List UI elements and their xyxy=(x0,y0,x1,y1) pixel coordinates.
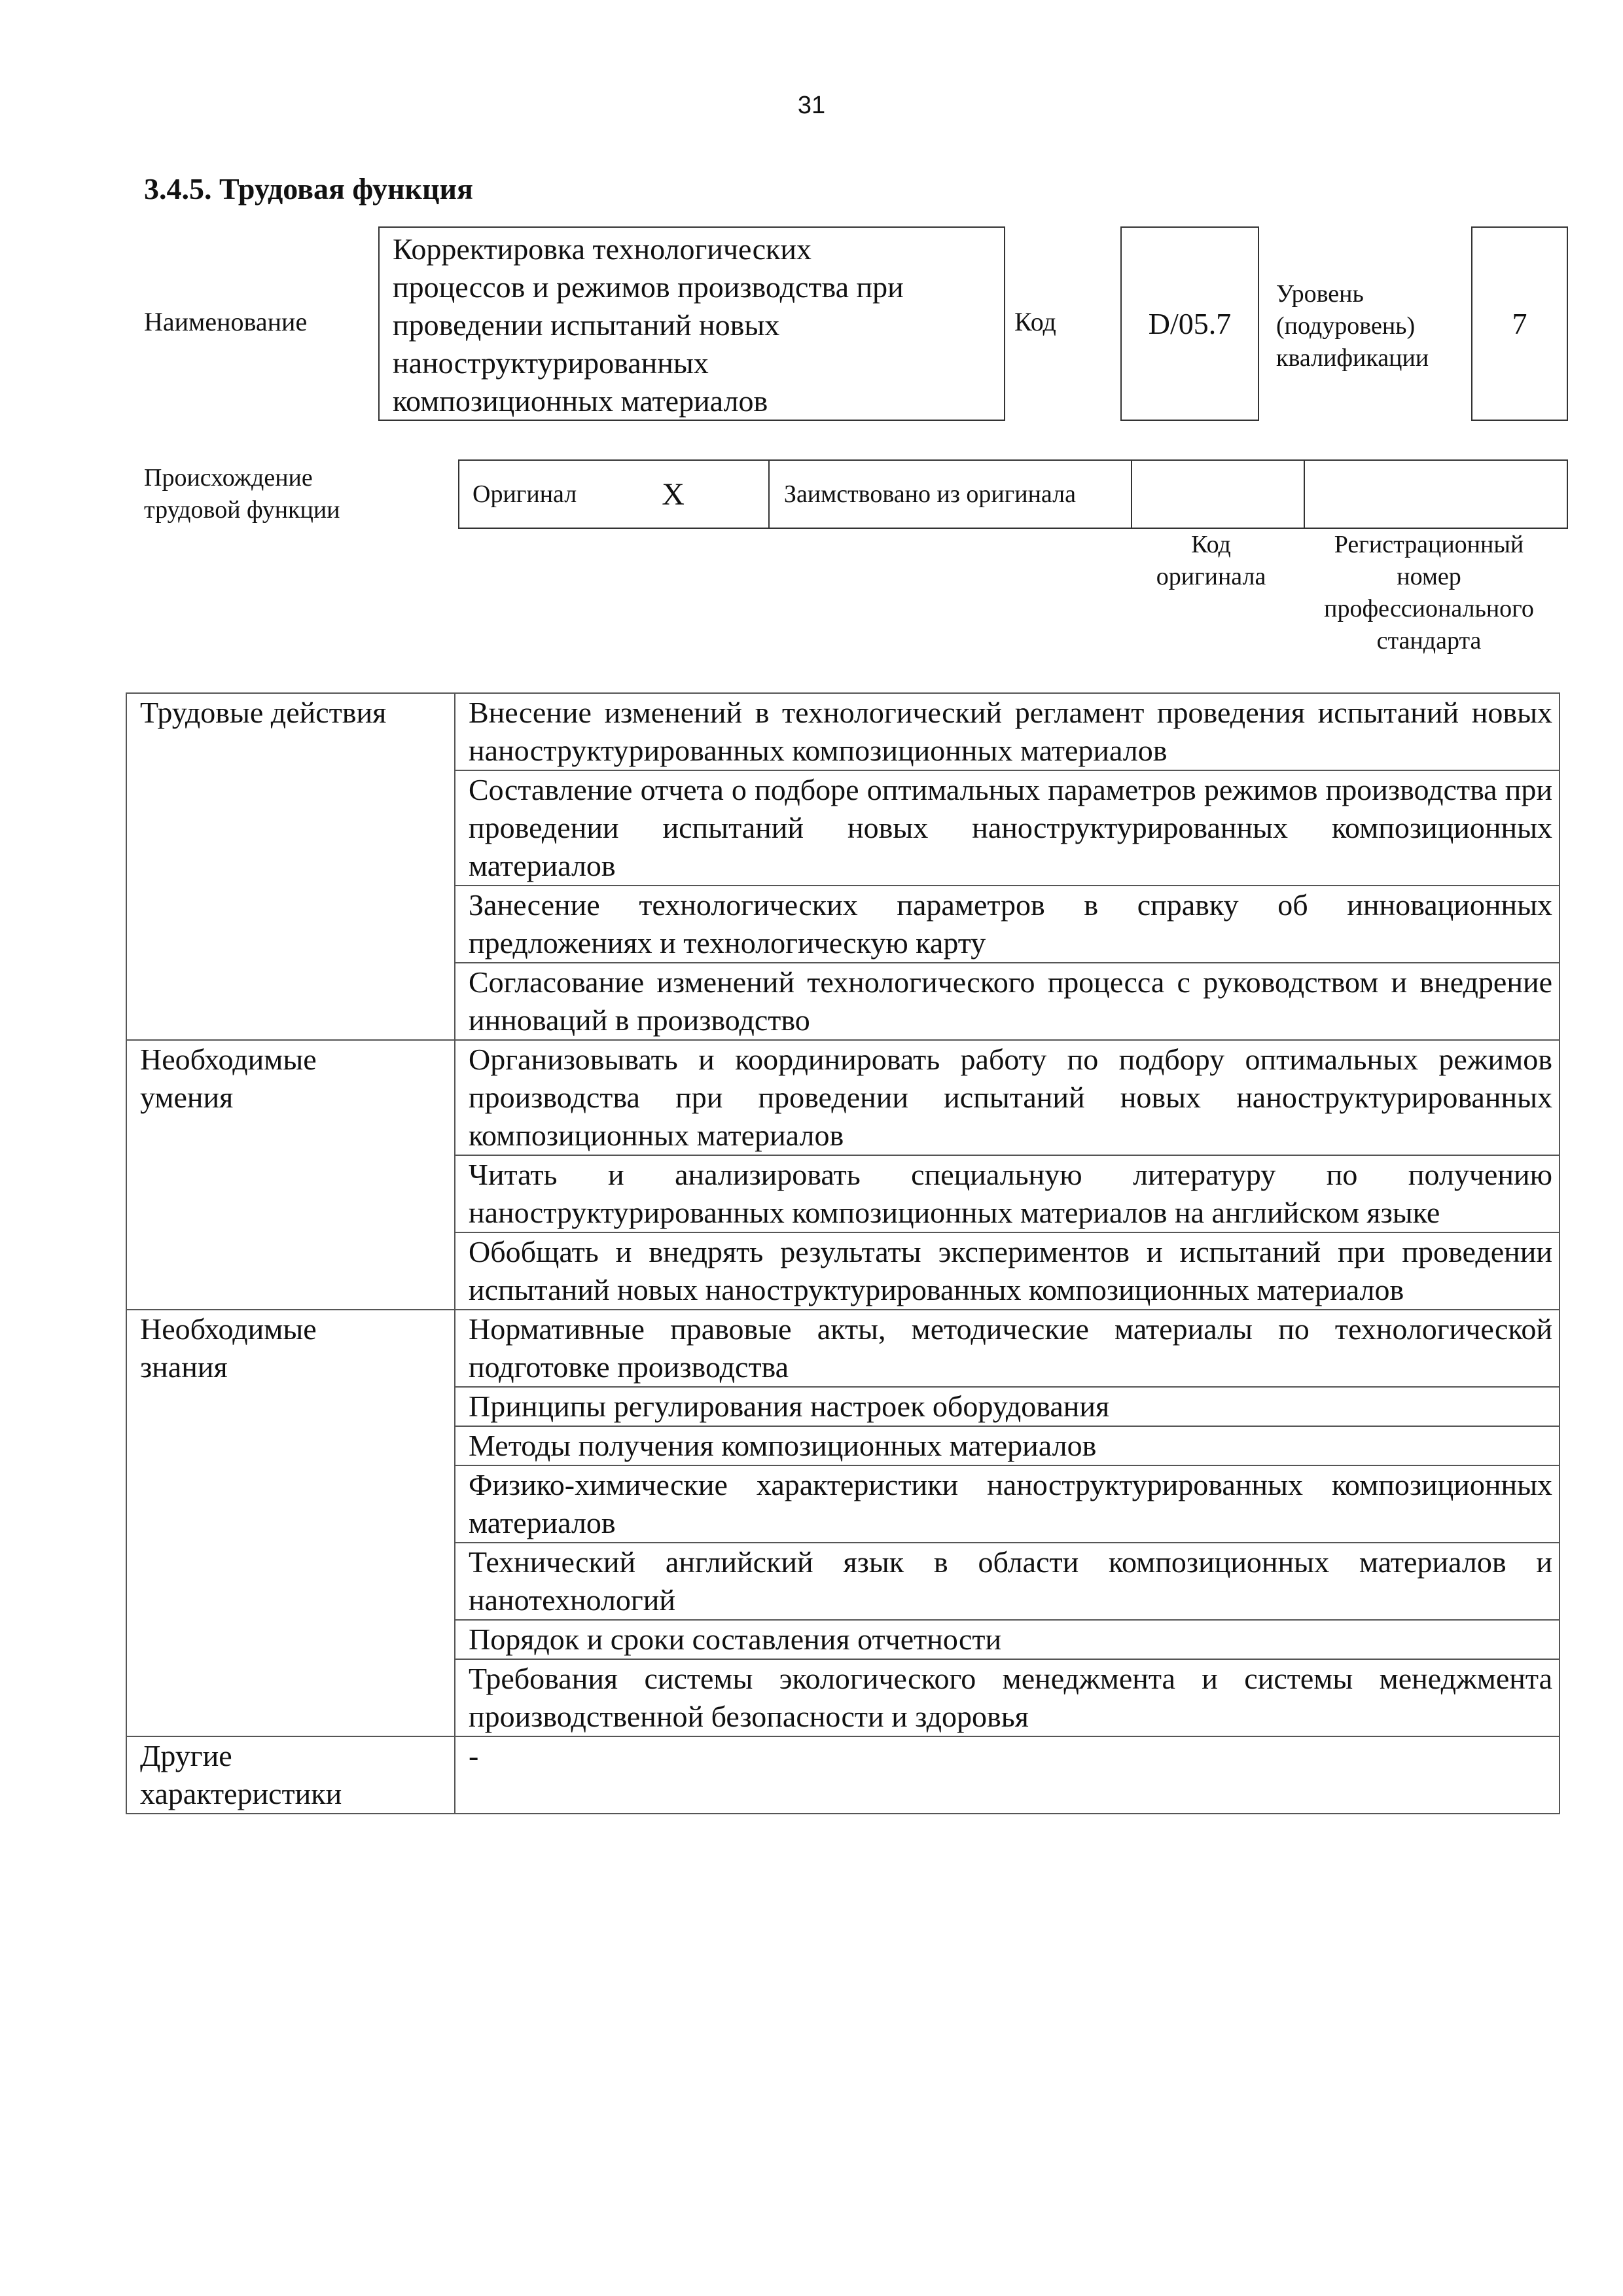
level-label-line: квалификации xyxy=(1276,344,1429,372)
caption-reg-number xyxy=(1298,529,1560,657)
category-skills-line: умения xyxy=(140,1081,234,1114)
caption-reg-line: Регистрационный xyxy=(1334,531,1524,558)
action-item: Внесение изменений в технологический регламент проведения испытаний новых наноструктурированных композиционных материалов xyxy=(455,693,1560,770)
origin-code-cell xyxy=(1132,461,1305,528)
level-label-line: Уровень xyxy=(1276,280,1364,308)
category-other xyxy=(126,1736,455,1814)
caption-reg-line: стандарта xyxy=(1376,627,1482,655)
table-row xyxy=(126,1736,1560,1814)
category-knowledge-line: Необходимые xyxy=(140,1312,317,1346)
origin-label-line: трудовой функции xyxy=(144,496,340,524)
function-name-line: наноструктурированных xyxy=(393,346,709,380)
knowledge-item: Физико-химические характеристики наноструктурированных композиционных материалов xyxy=(455,1465,1560,1543)
knowledge-item: Нормативные правовые акты, методические материалы по технологической подготовке производства xyxy=(455,1310,1560,1387)
name-label: Наименование xyxy=(144,307,308,336)
caption-code-line: Код xyxy=(1191,531,1231,558)
function-name-line: процессов и режимов производства при xyxy=(393,270,904,304)
caption-reg-line: номер xyxy=(1397,563,1461,590)
origin-label-line: Происхождение xyxy=(144,464,313,492)
category-skills xyxy=(126,1040,455,1310)
action-item: Согласование изменений технологического процесса с руководством и внедрение инноваций в производство xyxy=(455,963,1560,1040)
category-knowledge xyxy=(126,1310,455,1736)
function-name-box xyxy=(378,226,1005,421)
origin-borrowed-label: Заимствовано из оригинала xyxy=(783,480,1076,508)
origin-borrowed-cell xyxy=(770,461,1132,528)
function-name-line: проведении испытаний новых xyxy=(393,308,780,342)
table-row xyxy=(126,693,1560,770)
origin-row xyxy=(458,459,1568,529)
category-other-line: характеристики xyxy=(140,1777,342,1810)
level-label xyxy=(1276,278,1429,374)
code-value: D/05.7 xyxy=(1120,226,1259,421)
skill-item: Обобщать и внедрять результаты экспериментов и испытаний при проведении испытаний новых наноструктурированных композиционных материалов xyxy=(455,1232,1560,1310)
action-item: Занесение технологических параметров в справку об инновационных предложениях и технологическую карту xyxy=(455,886,1560,963)
page-number: 31 xyxy=(797,92,826,119)
skill-item: Организовывать и координировать работу по подбору оптимальных режимов производства при проведении испытаний новых наноструктурированных композиционных материалов xyxy=(455,1040,1560,1155)
table-row xyxy=(126,1040,1560,1155)
section-heading: 3.4.5. Трудовая функция xyxy=(144,172,473,206)
knowledge-item: Порядок и сроки составления отчетности xyxy=(455,1620,1560,1659)
category-knowledge-line: знания xyxy=(140,1350,228,1384)
knowledge-item: Методы получения композиционных материалов xyxy=(455,1426,1560,1465)
origin-reg-cell xyxy=(1305,461,1567,528)
knowledge-item: Технический английский язык в области композиционных материалов и нанотехнологий xyxy=(455,1543,1560,1620)
origin-mark: X xyxy=(662,476,685,512)
category-other-line: Другие xyxy=(140,1739,232,1772)
knowledge-item: Требования системы экологического менеджмента и системы менеджмента производственной безопасности и здоровья xyxy=(455,1659,1560,1736)
knowledge-item: Принципы регулирования настроек оборудования xyxy=(455,1387,1560,1426)
level-label-line: (подуровень) xyxy=(1276,312,1416,340)
function-details-table xyxy=(126,692,1560,1814)
category-skills-line: Необходимые xyxy=(140,1043,317,1076)
code-label: Код xyxy=(1014,307,1056,336)
level-value: 7 xyxy=(1471,226,1568,421)
origin-original-label: Оригинал xyxy=(473,480,577,508)
skill-item: Читать и анализировать специальную литературу по получению наноструктурированных композиционных материалов на английском языке xyxy=(455,1155,1560,1232)
function-name-line: Корректировка технологических xyxy=(393,232,812,266)
function-name-line: композиционных материалов xyxy=(393,384,768,418)
action-item: Составление отчета о подборе оптимальных параметров режимов производства при проведении испытаний новых наноструктурированных композиционных материалов xyxy=(455,770,1560,886)
caption-code xyxy=(1124,529,1298,593)
origin-label xyxy=(144,462,340,526)
table-row xyxy=(126,1310,1560,1387)
category-actions: Трудовые действия xyxy=(126,693,455,1040)
caption-code-line: оригинала xyxy=(1156,563,1266,590)
other-item: - xyxy=(455,1736,1560,1814)
caption-reg-line: профессионального xyxy=(1324,595,1534,622)
origin-original-cell xyxy=(459,461,770,528)
